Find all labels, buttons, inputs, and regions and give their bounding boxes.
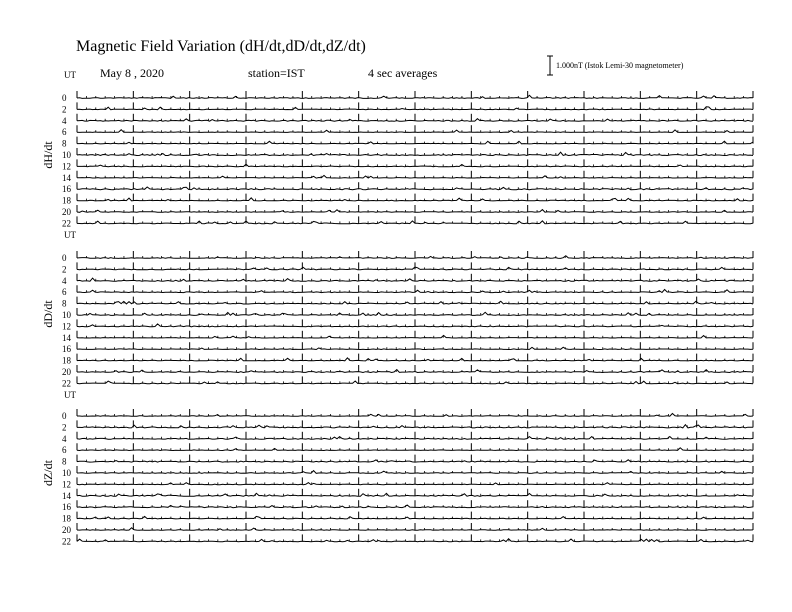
trace-row-18	[62, 194, 753, 206]
ut-label: UT	[64, 230, 76, 240]
hour-label: 14	[62, 332, 71, 343]
hour-label: 8	[62, 298, 67, 309]
hour-label: 14	[62, 490, 71, 501]
hour-label: 10	[62, 150, 71, 160]
hour-label: 16	[62, 502, 71, 513]
chart-title: Magnetic Field Variation (dH/dt,dD/dt,dZ/dt)	[76, 38, 366, 55]
station-label: station=IST	[248, 66, 305, 80]
hour-label: 6	[62, 445, 67, 456]
trace-row-14	[62, 489, 753, 501]
panel-ylabel: dH/dt	[41, 141, 55, 169]
trace-row-4	[62, 274, 753, 286]
hour-label: 2	[62, 104, 67, 115]
hour-label: 22	[62, 378, 71, 389]
panel-ylabel: dZ/dt	[41, 460, 55, 486]
hour-label: 0	[62, 93, 67, 103]
trace-row-4	[62, 432, 753, 444]
scale-bar-label: 1.000nT (Istok Lemi-30 magnetometer)	[556, 61, 684, 70]
trace-row-6	[62, 125, 753, 137]
hour-label: 16	[62, 184, 71, 195]
ut-label: UT	[64, 390, 76, 400]
trace-row-0	[62, 251, 753, 263]
trace-row-14	[62, 331, 753, 343]
scale-bar	[547, 56, 553, 75]
hour-label: 4	[62, 275, 67, 286]
hour-label: 0	[62, 253, 67, 263]
trace-row-4	[62, 114, 753, 126]
hour-label: 10	[62, 310, 71, 320]
panel-ylabel: dD/dt	[41, 300, 55, 328]
hour-label: 12	[62, 479, 71, 490]
trace-row-10	[62, 148, 753, 160]
trace-row-12	[62, 159, 753, 171]
hour-label: 16	[62, 344, 71, 355]
trace-row-0	[62, 409, 753, 421]
panel-dd-dt	[41, 230, 753, 388]
date-label: May 8 , 2020	[100, 66, 164, 80]
hour-label: 6	[62, 287, 67, 298]
trace-row-20	[62, 523, 753, 535]
trace-row-18	[62, 354, 753, 366]
panels	[41, 70, 753, 546]
hour-label: 8	[62, 138, 67, 149]
trace-row-22	[62, 534, 753, 546]
hour-label: 2	[62, 264, 67, 275]
trace-row-18	[62, 512, 753, 524]
trace-row-22	[62, 376, 753, 388]
trace-row-16	[62, 500, 753, 512]
trace-row-14	[62, 171, 753, 183]
hour-label: 18	[62, 195, 71, 206]
trace-row-16	[62, 342, 753, 354]
hour-label: 8	[62, 456, 67, 467]
hour-label: 10	[62, 468, 71, 478]
hour-label: 4	[62, 433, 67, 444]
hour-label: 22	[62, 536, 71, 547]
hour-label: 18	[62, 513, 71, 524]
hour-label: 20	[62, 207, 71, 217]
trace-row-8	[62, 297, 753, 309]
averaging-label: 4 sec averages	[368, 66, 438, 80]
hour-label: 6	[62, 127, 67, 138]
trace-row-20	[62, 205, 753, 217]
trace-row-8	[62, 137, 753, 149]
hour-label: 0	[62, 411, 67, 421]
trace-row-22	[62, 216, 753, 228]
trace-row-12	[62, 477, 753, 489]
trace-row-0	[62, 91, 753, 103]
trace-row-20	[62, 365, 753, 377]
hour-label: 12	[62, 161, 71, 172]
hour-label: 14	[62, 172, 71, 183]
trace-row-6	[62, 285, 753, 297]
ut-label: UT	[64, 70, 76, 80]
panel-dz-dt	[41, 390, 753, 546]
trace-row-12	[62, 319, 753, 331]
trace-row-6	[62, 443, 753, 455]
trace-row-2	[62, 102, 753, 114]
trace-row-2	[62, 262, 753, 274]
panel-dh-dt	[41, 70, 753, 228]
trace-row-2	[62, 420, 753, 432]
trace-row-8	[62, 455, 753, 467]
hour-label: 18	[62, 355, 71, 366]
trace-row-16	[62, 182, 753, 194]
hour-label: 2	[62, 422, 67, 433]
trace-row-10	[62, 466, 753, 478]
hour-label: 12	[62, 321, 71, 332]
hour-label: 4	[62, 115, 67, 126]
hour-label: 22	[62, 218, 71, 229]
trace-row-10	[62, 308, 753, 320]
hour-label: 20	[62, 525, 71, 535]
hour-label: 20	[62, 367, 71, 377]
